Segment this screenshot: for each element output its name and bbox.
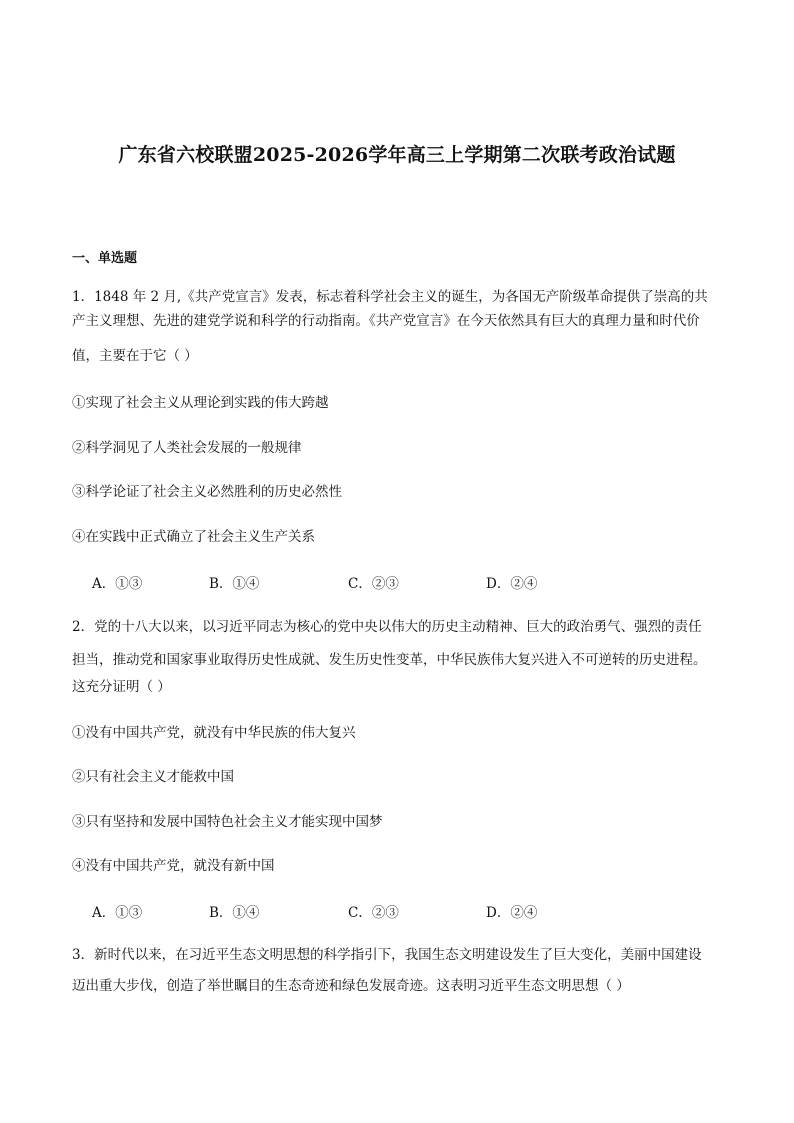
question-1-stem-line-3: 值，主要在于它（ ） <box>72 348 198 364</box>
section-heading: 一、单选题 <box>72 251 138 266</box>
question-1-choice-a[interactable]: A．①③ <box>92 576 143 592</box>
question-1-stem-line-1: 1．1848 年 2 月,《共产党宣言》发表，标志着科学社会主义的诞生，为各国无产阶级革命提供了崇高的共 <box>72 289 708 305</box>
question-1-statement-1: ①实现了社会主义从理论到实践的伟大跨越 <box>72 395 329 411</box>
question-2-choice-b[interactable]: B．①④ <box>209 905 260 921</box>
page-title: 广东省六校联盟2025-2026学年高三上学期第二次联考政治试题 <box>118 144 676 166</box>
question-2-statement-3: ③只有坚持和发展中国特色社会主义才能实现中国梦 <box>72 814 383 830</box>
question-3-stem-line-1: 3．新时代以来，在习近平生态文明思想的科学指引下，我国生态文明建设发生了巨大变化，美丽中国建设 <box>72 947 702 963</box>
question-2-stem-line-3: 这充分证明（ ） <box>72 679 171 695</box>
question-1-choice-c[interactable]: C．②③ <box>348 576 399 592</box>
question-1-choice-b[interactable]: B．①④ <box>209 576 260 592</box>
question-2-statement-2: ②只有社会主义才能救中国 <box>72 769 234 785</box>
question-2-stem-line-1: 2．党的十八大以来，以习近平同志为核心的党中央以伟大的历史主动精神、巨大的政治勇气、强烈的责任 <box>72 619 702 635</box>
question-2-choice-c[interactable]: C．②③ <box>348 905 399 921</box>
question-2-choice-d[interactable]: D．②④ <box>486 905 538 921</box>
question-1-statement-2: ②科学洞见了人类社会发展的一般规律 <box>72 440 302 456</box>
question-1-choices <box>72 572 732 592</box>
question-1-choice-d[interactable]: D．②④ <box>486 576 538 592</box>
question-2-choice-a[interactable]: A．①③ <box>92 905 143 921</box>
question-1-statement-4: ④在实践中正式确立了社会主义生产关系 <box>72 529 315 545</box>
question-1-stem-line-2: 产主义理想、先进的建党学说和科学的行动指南。《共产党宣言》在今天依然具有巨大的真理力量和时代价 <box>72 313 700 329</box>
question-2-statement-4: ④没有中国共产党，就没有新中国 <box>72 858 275 874</box>
question-2-stem-line-2: 担当，推动党和国家事业取得历史性成就、发生历史性变革，中华民族伟大复兴进入不可逆转的历史进程。 <box>72 652 707 668</box>
question-2-statement-1: ①没有中国共产党，就没有中华民族的伟大复兴 <box>72 725 356 741</box>
question-1-statement-3: ③科学论证了社会主义必然胜利的历史必然性 <box>72 484 342 500</box>
question-2-choices <box>72 901 732 921</box>
question-3-stem-line-2: 迈出重大步伐，创造了举世瞩目的生态奇迹和绿色发展奇迹。这表明习近平生态文明思想（ ） <box>72 978 630 994</box>
